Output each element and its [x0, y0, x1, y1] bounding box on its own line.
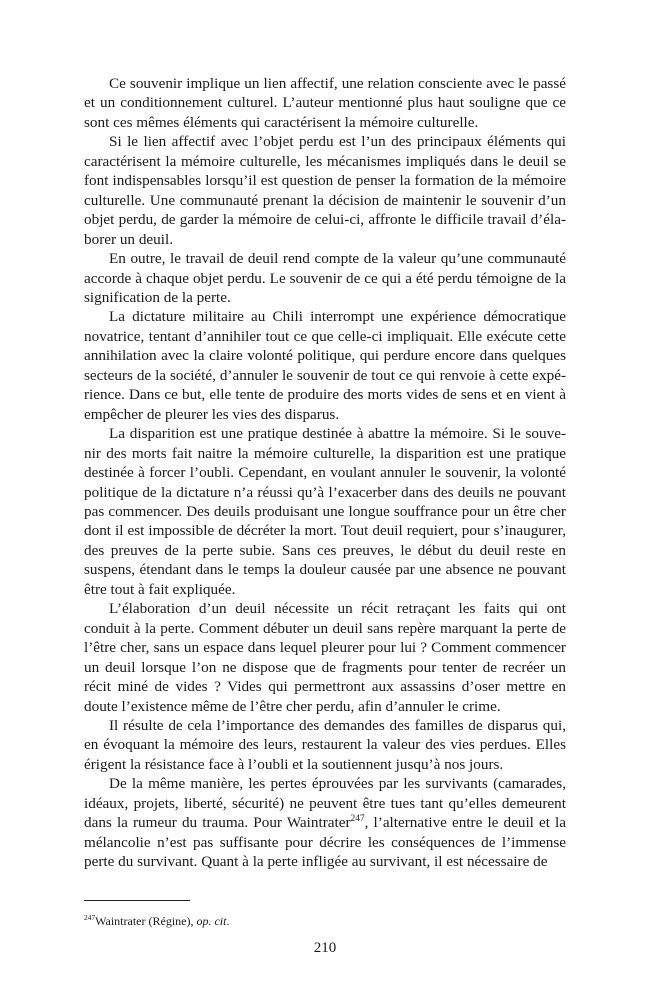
paragraph-6: L’élaboration d’un deuil nécessite un récit retraçant les faits qui ont conduit à la perte. Comment débuter un deuil sans repère marquant la perte de l’être cher, sans un espace dans lequel pleurer pour lui ? Comment commencer un deuil lorsque l’on ne dispose que de fragments pour tenter de recréer un récit miné de vides ? Vides qui permettront aux assassins d’oser mettre en doute l’existence même de l’être cher perdu, afin d’annuler le crime. — [84, 600, 566, 715]
footnote — [84, 914, 229, 929]
paragraph-4: La dictature militaire au Chili interrompt une expérience démocratique novatrice, tentant d’annihiler tout ce que celle-ci impliquait. Elle exécute cette annihilation avec la claire volonté politique, qui perdure encore dans quelques secteurs de la société, d’annuler le souvenir de tout ce qui renvoie à cette expérience. Dans ce but, elle tente de produire des morts vides de sens et en vient à empêcher de pleurer les vies des disparus. — [84, 308, 566, 423]
paragraph-8 — [84, 774, 566, 871]
paragraph-2: Si le lien affectif avec l’objet perdu est l’un des principaux éléments qui caractérisent la mémoire culturelle, les mécanismes impliqués dans le deuil se font indispensables lorsqu’il est question de penser la formation de la mémoire culturelle. Une communauté prenant la décision de maintenir le souvenir d’un objet perdu, de garder la mémoire de celui-ci, affronte le difficile travail d’élaborer un deuil. — [84, 133, 566, 248]
paragraph-5: La disparition est une pratique destinée à abattre la mémoire. Si le souvenir des morts fait naitre la mémoire culturelle, la disparition est une pratique destinée à forcer l’oubli. Cependant, en voulant annuler le souvenir, la volonté politique de la dictature n’a réussi qu’à l’exacerber dans des deuils ne pouvant pas commencer. Des deuils produisant une longue souffrance pour un être cher dont il est impossible de décréter la mort. Tout deuil requiert, pour s’inaugurer, des preuves de la perte subie. Sans ces preuves, le début du deuil reste en suspens, étendant dans le temps la douleur causée par une absence ne pouvant être tout à fait expliquée. — [84, 425, 566, 598]
page-number: 210 — [313, 940, 337, 956]
footnote-end: . — [226, 914, 230, 928]
paragraph-1: Ce souvenir implique un lien affectif, une relation consciente avec le passé et un conditionnement culturel. L’auteur mentionné plus haut souligne que ce sont ces mêmes éléments qui caractérisent la mémoire culturelle. — [84, 75, 566, 131]
footnote-number: 247 — [84, 913, 96, 922]
footnote-separator — [84, 900, 190, 901]
paragraph-7: Il résulte de cela l’importance des demandes des familles de disparus qui, en évoquant la mémoire des leurs, restaurent la valeur des vies perdues. Elles érigent la résistance face à l’oubli et la soutiennent jusqu’à nos jours. — [84, 716, 566, 773]
footnote-reference[interactable]: 247 — [350, 814, 365, 825]
footnote-author: Waintrater (Régine), — [95, 914, 197, 928]
paragraph-8-text-end: , l’alternative entre le deuil et la mélancolie n’est pas suffisante pour décrire les conséquences de l’immense perte du survivant. Quant à la perte infligée au survivant, il est nécessaire de — [84, 814, 566, 871]
paragraph-8-text-start: De la même manière, les pertes éprouvées par les survivants (camarades, idéaux, projets, liberté, sécurité) ne peuvent être tues tant qu’elles demeurent dans la rumeur du trauma. Pour Waintrater — [84, 775, 566, 832]
page-body-text — [84, 74, 566, 872]
footnote-citation: op. cit — [196, 914, 227, 928]
paragraph-3: En outre, le travail de deuil rend compte de la valeur qu’une communauté accorde à chaque objet perdu. Le souvenir de ce qui a été perdu témoigne de la signification de la perte. — [84, 250, 566, 306]
